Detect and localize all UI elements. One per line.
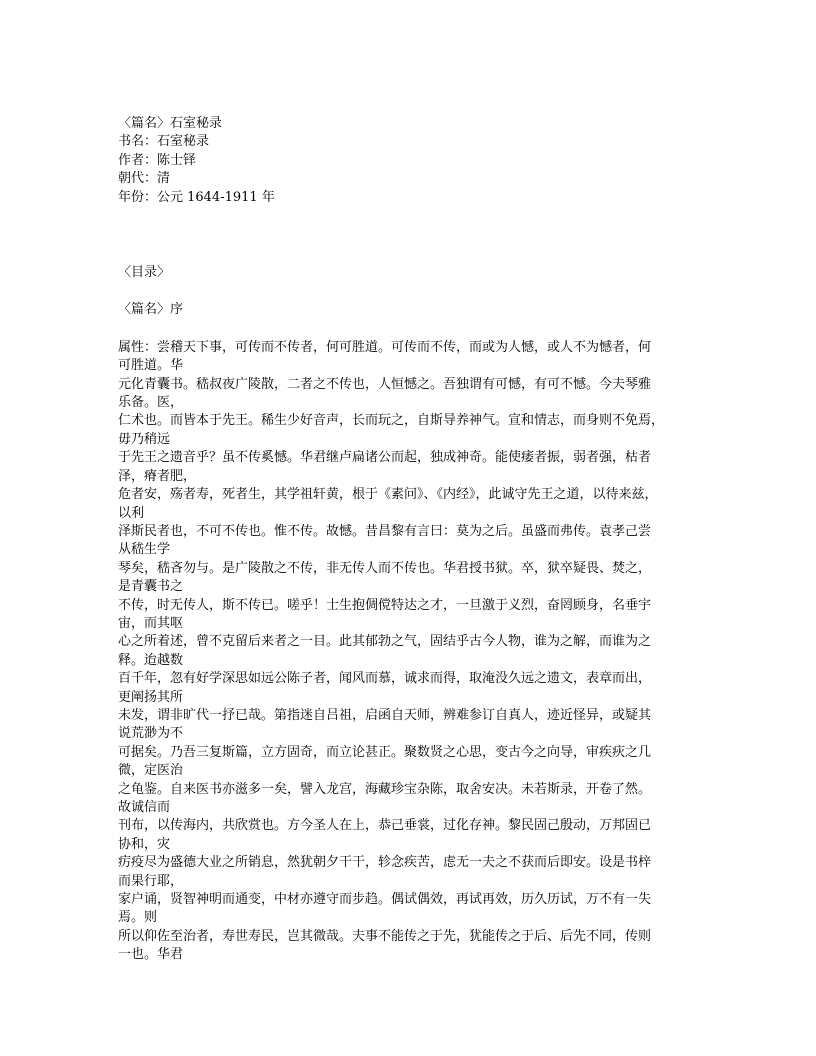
body-line: 琴矣，嵇吝勿与。是广陵散之不传，非无传人而不传也。华君授书狱。卒，狱卒疑畏、焚之， <box>118 560 652 576</box>
body-line: 仁术也。而皆本于先王。稀生少好音声，长而玩之，自斯导养神气。宣和情志，而身则不免焉， <box>118 413 665 429</box>
metadata-block <box>118 115 698 207</box>
body-line: 所以仰佐至治者，寿世寿民，岂其微哉。夫事不能传之于先，犹能传之于后、后先不同，传则 <box>118 928 652 944</box>
body-line: 之龟鉴。自来医书亦滋多一矣，譬入龙宫，海藏珍宝杂陈，取舍安决。未若斯录，开卷了然。 <box>118 781 652 797</box>
body-line: 乐备。医， <box>118 395 184 411</box>
body-text <box>118 339 698 965</box>
body-line: 可据矣。乃吾三复斯篇，立方固奇，而立论甚正。聚数贤之心思，变古今之向导，审疾疢之几 <box>118 744 652 760</box>
body-line: 宙，而其呕 <box>118 615 184 631</box>
body-line: 微，定医治 <box>118 763 184 779</box>
body-line: 可胜道。华 <box>118 358 184 374</box>
body-line: 从嵇生学 <box>118 542 171 558</box>
body-line: 以利 <box>118 505 145 521</box>
body-line: 心之所着述，曾不克留后来者之一目。此其郁勃之气，固结乎古今人物，谁为之解，而谁为之 <box>118 634 652 650</box>
body-line: 于先王之遗音乎？虽不传奚憾。华君继卢扁诸公而起，独成神奇。能使痿者振，弱者强，枯者 <box>118 450 652 466</box>
body-line: 协和，灾 <box>118 836 171 852</box>
body-line: 故诚信而 <box>118 800 171 815</box>
body-line: 刊布，以传海内，共欣赏也。方今圣人在上，恭己垂裳，过化存神。黎民固己殷动，万邦固已 <box>118 818 652 834</box>
body-line: 说荒渺为不 <box>118 726 184 742</box>
body-line: 焉。则 <box>118 910 158 926</box>
body-line: 家户诵，贤智神明而通变，中材亦遵守而步趋。偶试偶效，再试再效，历久历试，万不有一失 <box>118 892 652 908</box>
body-line: 泽斯民者也，不可不传也。惟不传。故憾。昔昌黎有言曰：莫为之后。虽盛而弗传。袁孝己尝 <box>118 523 652 539</box>
body-line: 属性：尝稽天下事，可传而不传者，何可胜道。可传而不传，而或为人憾，或人不为憾者，何 <box>118 339 652 355</box>
body-line: 疠疫尽为盛德大业之所销息，然犹朝夕干干，轸念疾苦，虑无一夫之不获而后即安。设是书梓 <box>118 855 652 871</box>
body-line: 不传，时无传人，斯不传已。嗟乎！士生抱倜傥特达之才，一旦激于义烈，奋罔顾身，名垂宇 <box>118 597 652 613</box>
body-line: 泽，瘠者肥， <box>118 468 197 484</box>
body-line: 元化青囊书。嵇叔夜广陵散，二者之不传也，人恒憾之。吾独谓有可憾，有可不憾。今夫琴雅 <box>118 376 652 392</box>
dynasty-line: 朝代：清 <box>118 171 171 187</box>
author-line: 作者：陈士铎 <box>118 152 197 168</box>
document-page <box>118 115 698 965</box>
section-heading: 〈篇名〉序 <box>118 302 184 318</box>
year-line: 年份：公元 1644-1911 年 <box>118 189 275 205</box>
toc-heading: 〈目录〉 <box>118 265 171 281</box>
body-line: 释。迨越数 <box>118 652 184 668</box>
body-line: 一也。华君 <box>118 947 184 963</box>
body-line: 未发，谓非旷代一抒已哉。第指迷自吕祖，启函自天师，辨难参订自真人，迹近怪异，或疑其 <box>118 707 652 723</box>
body-line: 毋乃稍远 <box>118 431 171 447</box>
title-line: 〈篇名〉石室秘录 <box>118 116 223 131</box>
body-line: 百千年，忽有好学深思如远公陈子者，闻风而慕，诚求而得，取淹没久远之遗文，表章而出， <box>118 671 652 687</box>
body-line: 危者安，殇者寿，死者生，其学祖轩黄，根于《素问》、《内经》，此诚守先王之道，以待来兹， <box>118 487 658 503</box>
body-line: 更阐扬其所 <box>118 689 184 705</box>
body-line: 是青囊书之 <box>118 579 184 595</box>
body-line: 而果行耶， <box>118 873 184 889</box>
book-line: 书名：石室秘录 <box>118 134 210 150</box>
